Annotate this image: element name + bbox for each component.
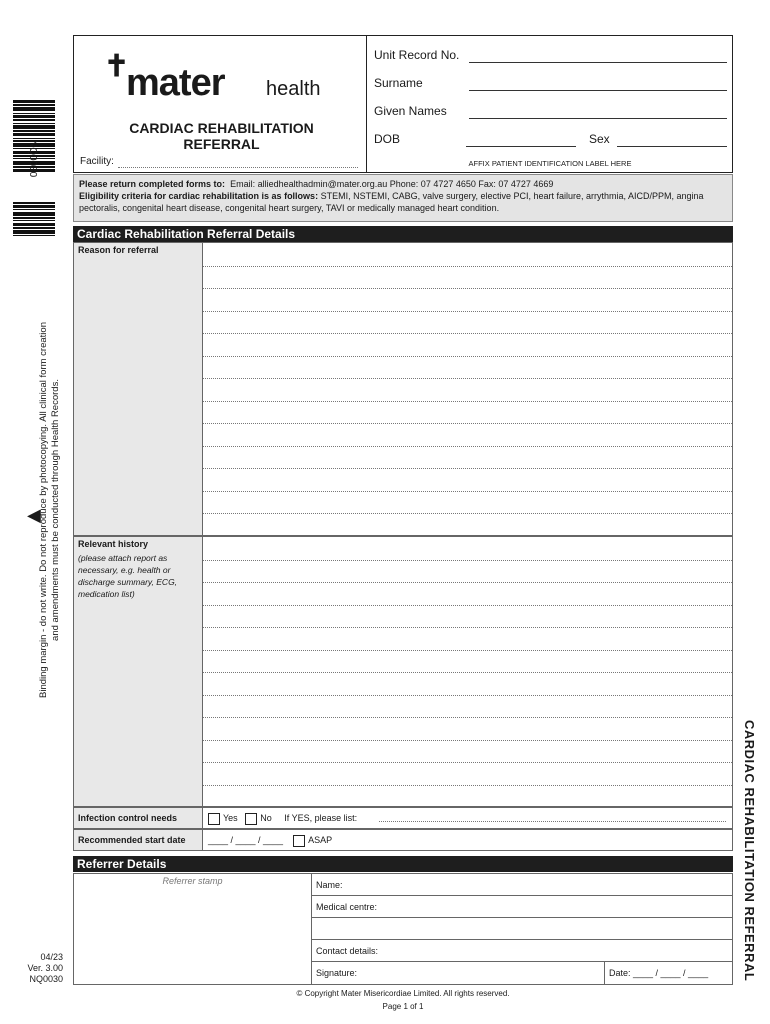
- writing-line: [203, 785, 732, 786]
- contact-details: Email: alliedhealthadmin@mater.org.au Phone: 07 4727 4650 Fax: 07 4727 4669: [230, 179, 554, 189]
- writing-line: [203, 356, 732, 357]
- form-header: [73, 35, 733, 173]
- writing-line: [203, 695, 732, 696]
- writing-line: [203, 650, 732, 651]
- writing-line: [203, 627, 732, 628]
- barcode-code: NQ0030: [27, 140, 38, 178]
- date-field[interactable]: Date: ____ / ____ / ____: [604, 962, 708, 984]
- writing-line: [203, 378, 732, 379]
- start-date-label: Recommended start date: [74, 830, 203, 850]
- dob-field[interactable]: [466, 146, 576, 147]
- history-label-cell: [73, 536, 203, 807]
- eligibility-label: Eligibility criteria for cardiac rehabilitation is as follows:: [79, 191, 319, 201]
- medical-centre-field[interactable]: Medical centre:: [312, 896, 732, 918]
- section-heading-referrer: Referrer Details: [73, 856, 733, 872]
- unit-record-label: Unit Record No.: [374, 48, 460, 62]
- arrow-left-icon: ◀: [27, 505, 41, 525]
- writing-line: [203, 740, 732, 741]
- start-date-row: [73, 829, 733, 851]
- writing-line: [203, 401, 732, 402]
- referrer-name-field[interactable]: Name:: [312, 874, 732, 896]
- writing-line: [203, 311, 732, 312]
- writing-line: [203, 266, 732, 267]
- mater-health-logo: ✝ mater health: [104, 50, 321, 104]
- asap-label: ASAP: [308, 835, 333, 845]
- asap-checkbox[interactable]: [293, 835, 305, 847]
- return-label: Please return completed forms to:: [79, 179, 226, 189]
- contact-details-field[interactable]: Contact details:: [312, 940, 732, 962]
- page-number: Page 1 of 1: [382, 1002, 424, 1011]
- no-label: No: [260, 813, 272, 823]
- dob-label: DOB: [374, 132, 401, 146]
- infection-yes-checkbox[interactable]: [208, 813, 220, 825]
- writing-line: [203, 605, 732, 606]
- writing-line: [203, 717, 732, 718]
- copyright: © Copyright Mater Misericordiae Limited. All rights reserved.: [296, 989, 510, 998]
- start-date-field[interactable]: ____ / ____ / ____: [208, 835, 284, 845]
- eligibility-text: STEMI, NSTEMI, CABG, valve surgery, elective PCI, heart failure, arrythmia, AICD/PPM, angina pectoralis, congenital heart disease, congenital heart surgery, TAVI or medically managed heart condition.: [79, 191, 704, 213]
- reason-label: Reason for referral: [78, 245, 159, 255]
- version-date: 04/23: [40, 952, 63, 962]
- infection-list-field[interactable]: [379, 821, 726, 822]
- if-yes-label: If YES, please list:: [284, 813, 358, 823]
- signature-row: [312, 962, 732, 984]
- patient-id-fields: [374, 48, 729, 160]
- referrer-box: [73, 873, 733, 985]
- surname-field[interactable]: [469, 90, 727, 91]
- version-info: [18, 952, 63, 985]
- unit-record-field[interactable]: [469, 62, 727, 63]
- sex-field[interactable]: [617, 146, 727, 147]
- signature-field[interactable]: Signature:: [316, 968, 358, 978]
- referrer-stamp-area[interactable]: Referrer stamp: [162, 876, 223, 886]
- writing-line: [203, 446, 732, 447]
- reason-label-cell: [73, 242, 203, 536]
- writing-line: [203, 762, 732, 763]
- history-label: Relevant history: [78, 539, 149, 549]
- section-heading-details: Cardiac Rehabilitation Referral Details: [73, 226, 733, 242]
- yes-label: Yes: [223, 813, 238, 823]
- form-title: CARDIAC REHABILITATION REFERRAL: [129, 120, 314, 152]
- writing-line: [203, 333, 732, 334]
- writing-line: [203, 468, 732, 469]
- facility-label: Facility:: [80, 156, 114, 167]
- writing-line: [203, 491, 732, 492]
- medical-centre-extra-field[interactable]: [312, 918, 732, 940]
- history-note: (please attach report as necessary, e.g. health or discharge summary, ECG, medication list): [78, 553, 178, 599]
- binding-margin-note: Binding margin - do not write. Do not reproduce by photocopying. All clinical form creation and amendments must be conducted through Health Records.: [38, 322, 61, 698]
- affix-label-note: AFFIX PATIENT IDENTIFICATION LABEL HERE: [468, 159, 632, 168]
- writing-line: [203, 423, 732, 424]
- info-box: [73, 174, 733, 222]
- writing-line: [203, 582, 732, 583]
- cross-icon: ✝: [104, 50, 130, 83]
- writing-line: [203, 560, 732, 561]
- writing-line: [203, 513, 732, 514]
- infection-label: Infection control needs: [74, 808, 203, 828]
- given-names-field[interactable]: [469, 118, 727, 119]
- writing-line: [203, 288, 732, 289]
- surname-label: Surname: [374, 76, 423, 90]
- version-number: Ver. 3.00: [27, 963, 63, 973]
- reason-field[interactable]: [202, 242, 733, 536]
- form-code: NQ0030: [29, 974, 63, 984]
- side-form-title: CARDIAC REHABILITATION REFERRAL: [742, 720, 757, 982]
- history-field[interactable]: [202, 536, 733, 807]
- sex-label: Sex: [589, 132, 610, 146]
- writing-line: [203, 672, 732, 673]
- footer: [73, 987, 733, 1013]
- infection-row: [73, 807, 733, 829]
- infection-no-checkbox[interactable]: [245, 813, 257, 825]
- facility-field[interactable]: [118, 167, 358, 168]
- given-names-label: Given Names: [374, 104, 447, 118]
